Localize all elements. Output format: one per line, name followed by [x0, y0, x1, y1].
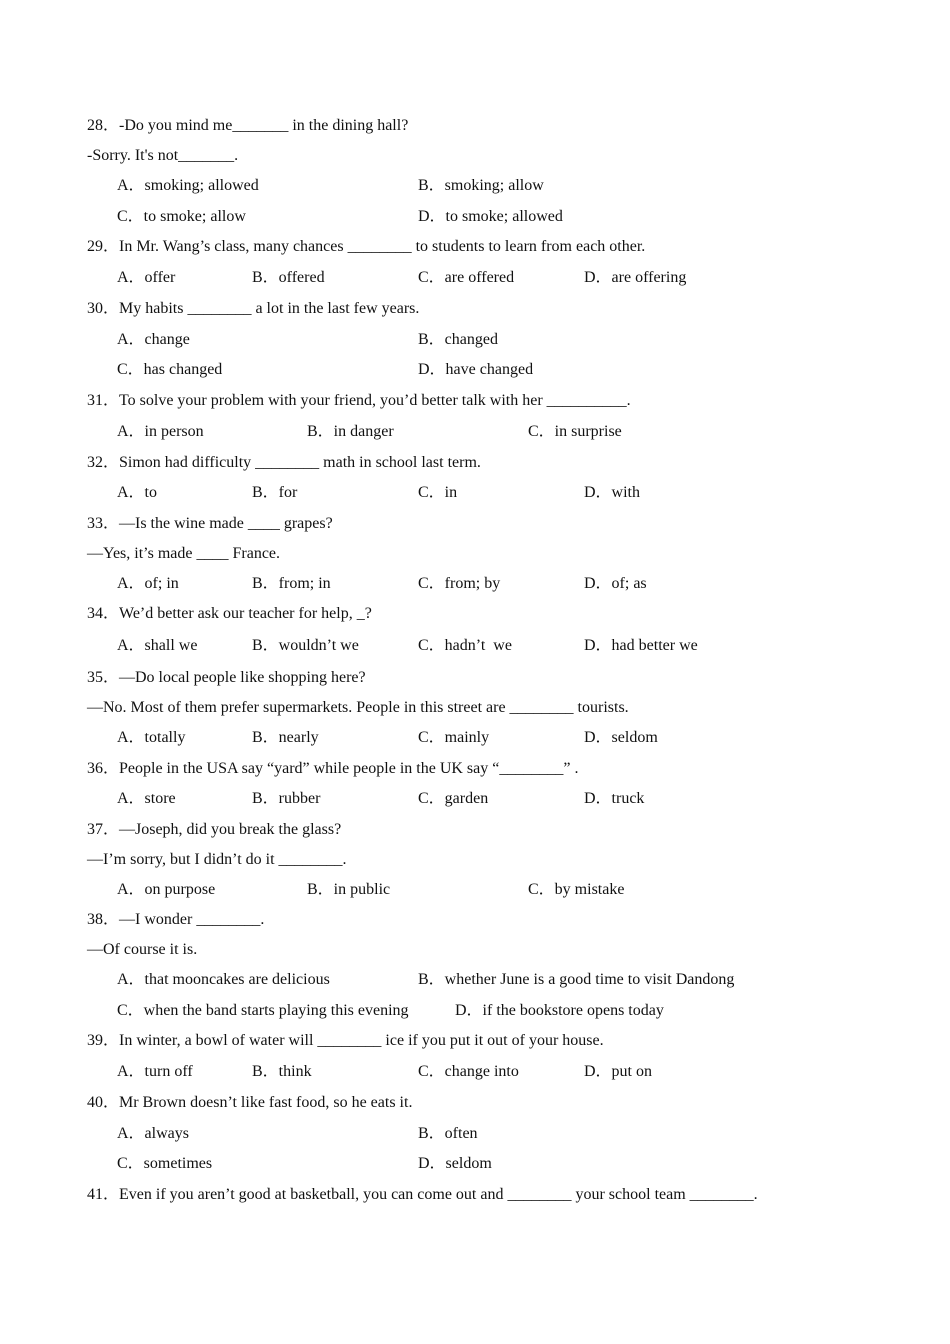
question-35-stem: 35．—Do local people like shopping here? — [87, 669, 366, 686]
question-37-stem: 37．—Joseph, did you break the glass? — [87, 821, 342, 838]
question-41-stem: 41．Even if you aren’t good at basketball, you can come out and ________ your school team ________. — [87, 1186, 758, 1203]
question-35-option-d: D．seldom — [584, 729, 658, 746]
question-33-option-d: D．of; as — [584, 575, 647, 592]
question-38-option-c: C．when the band starts playing this evening — [117, 1002, 409, 1019]
question-28-option-d: D．to smoke; allowed — [418, 208, 563, 225]
question-32-option-c: C．in — [418, 484, 458, 501]
question-35-option-a: A．totally — [117, 729, 186, 746]
question-35-option-b: B．nearly — [252, 729, 319, 746]
question-38-stem-2: —Of course it is. — [87, 941, 198, 958]
question-33-option-a: A．of; in — [117, 575, 179, 592]
question-34-option-c: C．hadn’t we — [418, 637, 512, 654]
question-35-stem-2: —No. Most of them prefer supermarkets. People in this street are ________ tourists. — [87, 699, 629, 716]
question-32-option-a: A．to — [117, 484, 158, 501]
question-39-option-a: A．turn off — [117, 1063, 193, 1080]
question-29-option-d: D．are offering — [584, 269, 687, 286]
question-34-option-a: A．shall we — [117, 637, 198, 654]
question-40-stem: 40．Mr Brown doesn’t like fast food, so he eats it. — [87, 1094, 413, 1111]
question-39-option-d: D．put on — [584, 1063, 653, 1080]
question-36-option-d: D．truck — [584, 790, 645, 807]
question-31-option-c: C．in surprise — [528, 423, 622, 440]
question-30-option-c: C．has changed — [117, 361, 223, 378]
question-32-stem: 32．Simon had difficulty ________ math in school last term. — [87, 454, 481, 471]
question-37-option-a: A．on purpose — [117, 881, 216, 898]
question-37-stem-2: —I’m sorry, but I didn’t do it ________. — [87, 851, 347, 868]
question-38-stem: 38．—I wonder ________. — [87, 911, 265, 928]
question-38-option-d: D．if the bookstore opens today — [455, 1002, 664, 1019]
question-30-option-d: D．have changed — [418, 361, 534, 378]
question-34-option-b: B．wouldn’t we — [252, 637, 359, 654]
question-39-option-c: C．change into — [418, 1063, 519, 1080]
question-33-stem-2: —Yes, it’s made ____ France. — [87, 545, 281, 562]
question-29-option-c: C．are offered — [418, 269, 515, 286]
question-39-option-b: B．think — [252, 1063, 312, 1080]
question-40-option-b: B．often — [418, 1125, 478, 1142]
question-38-option-a: A．that mooncakes are delicious — [117, 971, 330, 988]
question-39-stem: 39．In winter, a bowl of water will ________ ice if you put it out of your house. — [87, 1032, 604, 1049]
question-34-stem: 34．We’d better ask our teacher for help, _? — [87, 605, 372, 622]
question-32-option-d: D．with — [584, 484, 641, 501]
question-33-stem: 33．—Is the wine made ____ grapes? — [87, 515, 333, 532]
question-29-stem: 29．In Mr. Wang’s class, many chances ________ to students to learn from each other. — [87, 238, 646, 255]
question-31-option-a: A．in person — [117, 423, 204, 440]
question-40-option-a: A．always — [117, 1125, 189, 1142]
question-31-option-b: B．in danger — [307, 423, 394, 440]
question-33-option-b: B．from; in — [252, 575, 331, 592]
question-28-option-a: A．smoking; allowed — [117, 177, 259, 194]
question-38-option-b: B．whether June is a good time to visit Dandong — [418, 971, 735, 988]
question-36-option-c: C．garden — [418, 790, 489, 807]
question-36-stem: 36．People in the USA say “yard” while people in the UK say “________” . — [87, 760, 579, 777]
question-31-stem: 31．To solve your problem with your friend, you’d better talk with her __________. — [87, 392, 631, 409]
question-28-stem: 28．-Do you mind me_______ in the dining hall? — [87, 117, 409, 134]
question-32-option-b: B．for — [252, 484, 298, 501]
question-37-option-b: B．in public — [307, 881, 391, 898]
question-40-option-c: C．sometimes — [117, 1155, 213, 1172]
question-29-option-a: A．offer — [117, 269, 176, 286]
question-37-option-c: C．by mistake — [528, 881, 625, 898]
question-30-option-b: B．changed — [418, 331, 498, 348]
question-36-option-a: A．store — [117, 790, 176, 807]
question-33-option-c: C．from; by — [418, 575, 501, 592]
question-29-option-b: B．offered — [252, 269, 325, 286]
question-34-option-d: D．had better we — [584, 637, 698, 654]
question-36-option-b: B．rubber — [252, 790, 321, 807]
question-28-option-b: B．smoking; allow — [418, 177, 544, 194]
question-30-stem: 30．My habits ________ a lot in the last few years. — [87, 300, 420, 317]
question-28-stem-2: -Sorry. It's not_______. — [87, 147, 239, 164]
question-30-option-a: A．change — [117, 331, 190, 348]
question-35-option-c: C．mainly — [418, 729, 490, 746]
question-28-option-c: C．to smoke; allow — [117, 208, 246, 225]
question-40-option-d: D．seldom — [418, 1155, 492, 1172]
